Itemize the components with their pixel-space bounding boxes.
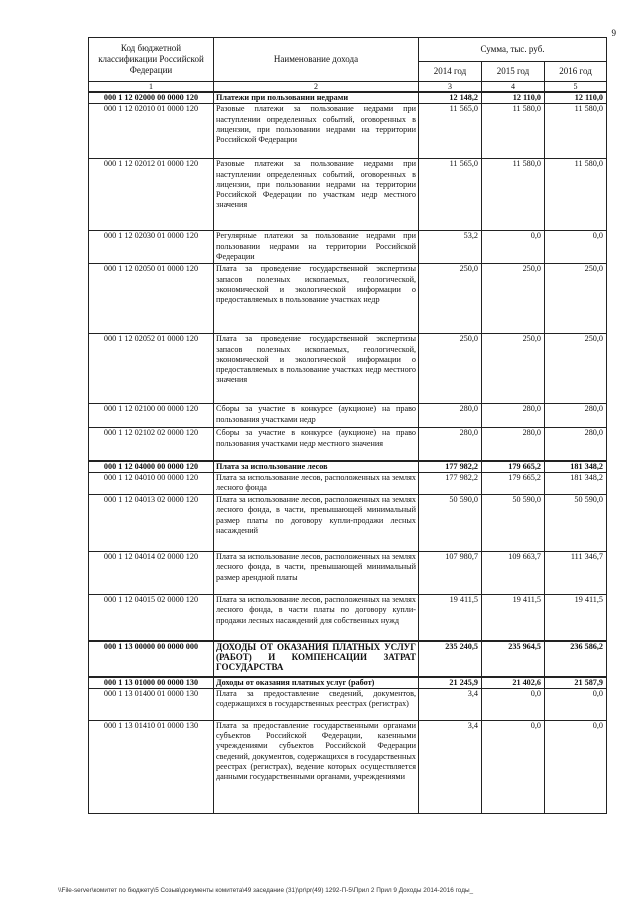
row-value-2014: 177 982,2 xyxy=(419,473,482,495)
table-row xyxy=(89,264,607,334)
row-name: Доходы от оказания платных услуг (работ) xyxy=(214,677,419,689)
header-name: Наименование дохода xyxy=(214,38,419,82)
table-row xyxy=(89,495,607,552)
row-code: 000 1 13 01000 00 0000 130 xyxy=(89,677,214,689)
row-value-2015: 11 580,0 xyxy=(482,104,545,159)
row-value-2016: 111 346,7 xyxy=(545,552,607,595)
row-value-2015: 179 665,2 xyxy=(482,461,545,473)
row-value-2014: 280,0 xyxy=(419,428,482,461)
header-2014: 2014 год xyxy=(419,62,482,82)
row-value-2015: 19 411,5 xyxy=(482,595,545,641)
row-code: 000 1 12 04013 02 0000 120 xyxy=(89,495,214,552)
row-name: Плата за проведение государственной экспертизы запасов полезных ископаемых, геологической, экономической и экологической информации о предоставляемых в пользование участках недр xyxy=(214,264,419,334)
row-value-2014: 107 980,7 xyxy=(419,552,482,595)
row-code: 000 1 12 04015 02 0000 120 xyxy=(89,595,214,641)
row-value-2015: 12 110,0 xyxy=(482,92,545,104)
table-row xyxy=(89,720,607,813)
row-value-2015: 280,0 xyxy=(482,428,545,461)
row-code: 000 1 12 02000 00 0000 120 xyxy=(89,92,214,104)
table-row xyxy=(89,688,607,720)
row-code: 000 1 12 02010 01 0000 120 xyxy=(89,104,214,159)
row-value-2016: 280,0 xyxy=(545,428,607,461)
table-row xyxy=(89,641,607,677)
header-col-number: 5 xyxy=(545,82,607,93)
row-code: 000 1 12 02050 01 0000 120 xyxy=(89,264,214,334)
row-value-2014: 12 148,2 xyxy=(419,92,482,104)
row-value-2014: 3,4 xyxy=(419,720,482,813)
table-row xyxy=(89,231,607,264)
table-row xyxy=(89,552,607,595)
row-value-2015: 0,0 xyxy=(482,688,545,720)
row-value-2016: 19 411,5 xyxy=(545,595,607,641)
row-code: 000 1 12 04000 00 0000 120 xyxy=(89,461,214,473)
row-value-2015: 179 665,2 xyxy=(482,473,545,495)
table-row xyxy=(89,334,607,404)
row-code: 000 1 12 02030 01 0000 120 xyxy=(89,231,214,264)
row-value-2016: 250,0 xyxy=(545,264,607,334)
row-value-2015: 21 402,6 xyxy=(482,677,545,689)
row-value-2014: 19 411,5 xyxy=(419,595,482,641)
row-code: 000 1 12 02102 02 0000 120 xyxy=(89,428,214,461)
row-name: Разовые платежи за пользование недрами при наступлении определенных событий, оговоренных в лицензии, при пользовании недрами на территории Российской Федерации xyxy=(214,104,419,159)
row-value-2016: 12 110,0 xyxy=(545,92,607,104)
row-value-2016: 50 590,0 xyxy=(545,495,607,552)
row-value-2015: 0,0 xyxy=(482,720,545,813)
row-name: Плата за использование лесов, расположенных на землях лесного фонда, в части платы по договору купли-продажи лесных насаждений для собственных нужд xyxy=(214,595,419,641)
row-value-2016: 0,0 xyxy=(545,720,607,813)
row-value-2015: 235 964,5 xyxy=(482,641,545,677)
row-name: Плата за использование лесов, расположенных на землях лесного фонда, в части, превышающей минимальный размер платы по договору купли-продажи лесных насаждений xyxy=(214,495,419,552)
row-value-2014: 3,4 xyxy=(419,688,482,720)
row-value-2015: 250,0 xyxy=(482,264,545,334)
row-code: 000 1 12 02012 01 0000 120 xyxy=(89,159,214,231)
row-value-2015: 11 580,0 xyxy=(482,159,545,231)
header-2015: 2015 год xyxy=(482,62,545,82)
header-col-number: 3 xyxy=(419,82,482,93)
header-2016: 2016 год xyxy=(545,62,607,82)
row-value-2014: 53,2 xyxy=(419,231,482,264)
row-value-2016: 11 580,0 xyxy=(545,104,607,159)
row-value-2014: 280,0 xyxy=(419,404,482,428)
row-name: Плата за использование лесов, расположенных на землях лесного фонда xyxy=(214,473,419,495)
row-value-2014: 50 590,0 xyxy=(419,495,482,552)
row-value-2014: 177 982,2 xyxy=(419,461,482,473)
row-code: 000 1 12 04014 02 0000 120 xyxy=(89,552,214,595)
row-value-2016: 181 348,2 xyxy=(545,473,607,495)
row-name: Регулярные платежи за пользование недрами при пользовании недрами на территории Российской Федерации xyxy=(214,231,419,264)
row-value-2015: 280,0 xyxy=(482,404,545,428)
table-row xyxy=(89,428,607,461)
header-code: Код бюджетной классификации Российской Федерации xyxy=(89,38,214,82)
table-row xyxy=(89,677,607,689)
table-row xyxy=(89,104,607,159)
row-value-2016: 250,0 xyxy=(545,334,607,404)
table-row xyxy=(89,473,607,495)
header-sum: Сумма, тыс. руб. xyxy=(419,38,607,62)
row-name: Плата за проведение государственной экспертизы запасов полезных ископаемых, геологической, экономической и экологической информации о предоставляемых в пользование участках недр местного значения xyxy=(214,334,419,404)
page-number: 9 xyxy=(611,28,616,38)
row-name: Разовые платежи за пользование недрами при наступлении определенных событий, оговоренных в лицензии, при пользовании недрами на территории Российской Федерации по участкам недр местного значения xyxy=(214,159,419,231)
row-name: Сборы за участие в конкурсе (аукционе) на право пользования участками недр местного значения xyxy=(214,428,419,461)
row-name: Плата за использование лесов xyxy=(214,461,419,473)
table-row xyxy=(89,595,607,641)
header-col-number: 1 xyxy=(89,82,214,93)
row-code: 000 1 12 04010 00 0000 120 xyxy=(89,473,214,495)
row-name: ДОХОДЫ ОТ ОКАЗАНИЯ ПЛАТНЫХ УСЛУГ (РАБОТ) И КОМПЕНСАЦИИ ЗАТРАТ ГОСУДАРСТВА xyxy=(214,641,419,677)
row-code: 000 1 13 01410 01 0000 130 xyxy=(89,720,214,813)
row-code: 000 1 13 00000 00 0000 000 xyxy=(89,641,214,677)
row-name: Сборы за участие в конкурсе (аукционе) на право пользования участками недр xyxy=(214,404,419,428)
row-value-2014: 250,0 xyxy=(419,264,482,334)
row-value-2015: 50 590,0 xyxy=(482,495,545,552)
row-value-2014: 11 565,0 xyxy=(419,159,482,231)
row-name: Плата за использование лесов, расположенных на землях лесного фонда, в части, превышающей минимальный размер арендной платы xyxy=(214,552,419,595)
row-code: 000 1 12 02100 00 0000 120 xyxy=(89,404,214,428)
row-value-2016: 181 348,2 xyxy=(545,461,607,473)
row-value-2014: 21 245,9 xyxy=(419,677,482,689)
table-row xyxy=(89,92,607,104)
row-value-2015: 0,0 xyxy=(482,231,545,264)
row-value-2016: 236 586,2 xyxy=(545,641,607,677)
row-value-2016: 11 580,0 xyxy=(545,159,607,231)
row-value-2015: 250,0 xyxy=(482,334,545,404)
table-row xyxy=(89,404,607,428)
row-value-2014: 235 240,5 xyxy=(419,641,482,677)
income-table xyxy=(88,37,607,814)
row-name: Плата за предоставление государственными органами субъектов Российской Федерации, казенными учреждениями субъектов Российской Федерации сведений, документов, содержащихся в государственных реестрах (регистрах), ведение которых осуществляется данными государственными органами, учреждениями xyxy=(214,720,419,813)
row-name: Платежи при пользовании недрами xyxy=(214,92,419,104)
row-code: 000 1 12 02052 01 0000 120 xyxy=(89,334,214,404)
row-value-2014: 11 565,0 xyxy=(419,104,482,159)
row-value-2016: 280,0 xyxy=(545,404,607,428)
file-path-footer: \\File-server\комитет по бюджету\5 Созыв\документы комитета\49 заседание (31)\pr\pr(49) 1292-П-5\Прил 2 Прил 9 Доходы 2014-2016 годы_ xyxy=(58,887,474,894)
row-value-2016: 0,0 xyxy=(545,688,607,720)
row-value-2014: 250,0 xyxy=(419,334,482,404)
header-col-number: 2 xyxy=(214,82,419,93)
table-row xyxy=(89,461,607,473)
row-value-2016: 0,0 xyxy=(545,231,607,264)
table-row xyxy=(89,159,607,231)
row-name: Плата за предоставление сведений, документов, содержащихся в государственных реестрах (регистрах) xyxy=(214,688,419,720)
header-col-number: 4 xyxy=(482,82,545,93)
row-code: 000 1 13 01400 01 0000 130 xyxy=(89,688,214,720)
row-value-2015: 109 663,7 xyxy=(482,552,545,595)
row-value-2016: 21 587,9 xyxy=(545,677,607,689)
